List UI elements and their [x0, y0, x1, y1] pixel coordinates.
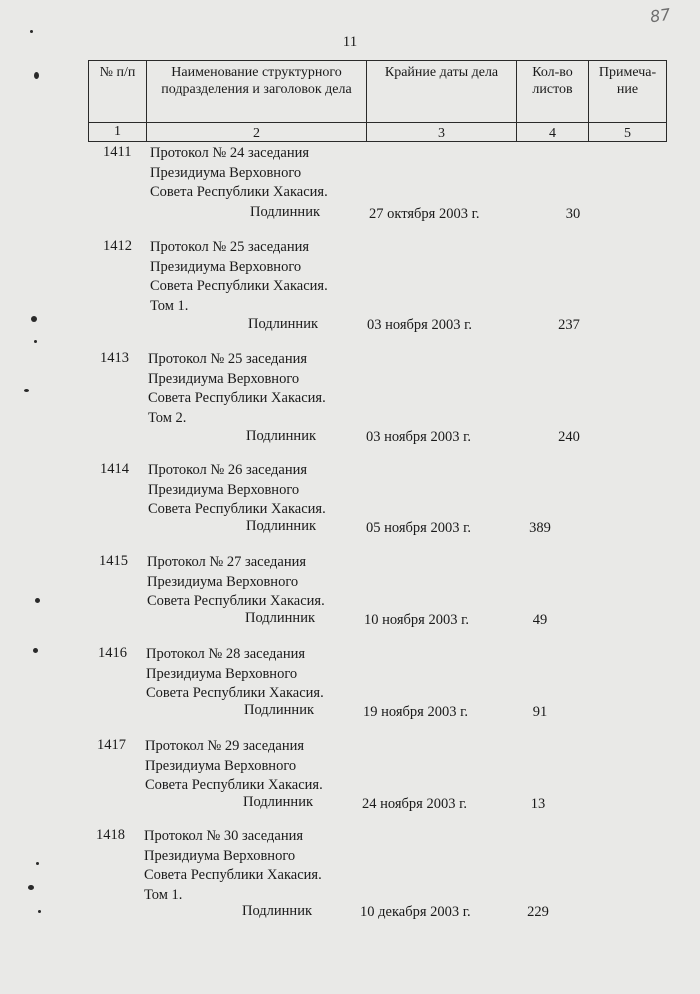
entry-date: 24 ноября 2003 г.	[362, 796, 468, 812]
header-sheets: Кол-во листов	[517, 61, 589, 123]
inventory-table-header	[88, 60, 667, 142]
header-col-number: 4	[517, 123, 589, 142]
scan-speck	[24, 389, 29, 392]
entry-title-line: Совета Республики Хакасия.	[150, 278, 328, 294]
entry-title-line: Совета Республики Хакасия.	[148, 501, 326, 517]
entry-original: Подлинник	[243, 794, 314, 810]
entry-title-line: Совета Республики Хакасия.	[146, 685, 324, 701]
entry-number: 1414	[100, 461, 129, 477]
scan-speck	[31, 316, 37, 322]
entry-number: 1415	[99, 553, 128, 569]
entry-title-line: Протокол № 27 заседания	[147, 554, 307, 570]
header-number: № п/п	[89, 61, 147, 123]
entry-original: Подлинник	[250, 204, 321, 220]
entry-title-line: Совета Республики Хакасия.	[148, 390, 326, 406]
entry-title-line: Том 2.	[148, 409, 187, 426]
entry-sheets: 30	[565, 206, 581, 222]
entry-title-line: Протокол № 26 заседания	[148, 462, 308, 478]
scan-speck	[36, 862, 39, 865]
entry-title-line: Президиума Верховного	[144, 847, 296, 864]
header-col-number: 2	[147, 123, 367, 142]
entry-original: Подлинник	[246, 518, 317, 534]
entry-title-line: Том 1.	[144, 886, 183, 903]
entry-title-line: Совета Республики Хакасия.	[144, 867, 322, 883]
entry-date: 03 ноября 2003 г.	[367, 317, 473, 333]
scan-speck	[34, 340, 37, 343]
entry-title-line: Протокол № 25 заседания	[150, 239, 310, 255]
entry-title	[145, 737, 323, 796]
entry-original: Подлинник	[245, 610, 316, 626]
handwritten-sheet-number: 87	[648, 4, 672, 27]
entry-title-line: Протокол № 25 заседания	[148, 351, 308, 367]
entry-sheets: 389	[529, 520, 551, 536]
page-number: 11	[342, 34, 358, 50]
entry-title	[150, 238, 328, 316]
scan-speck	[33, 648, 38, 653]
entry-original: Подлинник	[246, 428, 317, 444]
scan-speck	[34, 72, 39, 79]
entry-title-line: Совета Республики Хакасия.	[147, 593, 325, 609]
entry-sheets: 49	[532, 612, 548, 628]
entry-sheets: 229	[527, 904, 549, 920]
header-dates: Крайние даты дела	[367, 61, 517, 123]
entry-sheets: 13	[530, 796, 546, 812]
entry-title-line: Протокол № 30 заседания	[144, 828, 304, 844]
entry-title-line: Президиума Верховного	[150, 164, 302, 181]
entry-original: Подлинник	[242, 903, 313, 919]
entry-title	[147, 553, 325, 612]
header-col-number: 3	[367, 123, 517, 142]
entry-date: 05 ноября 2003 г.	[366, 520, 472, 536]
entry-title-line: Совета Республики Хакасия.	[150, 184, 328, 200]
entry-title	[146, 645, 324, 704]
header-title: Наименование структурного подразделения и заголовок дела	[147, 61, 367, 123]
entry-date: 19 ноября 2003 г.	[363, 704, 469, 720]
entry-title-line: Протокол № 24 заседания	[150, 145, 310, 161]
entry-number: 1412	[103, 238, 132, 254]
header-notes: Примеча-ние	[589, 61, 667, 123]
entry-sheets: 240	[558, 429, 580, 445]
entry-title-line: Совета Республики Хакасия.	[145, 777, 323, 793]
entry-number: 1416	[98, 645, 127, 661]
entry-number: 1411	[103, 144, 132, 160]
entry-number: 1418	[96, 827, 125, 843]
entry-original: Подлинник	[248, 316, 319, 332]
entry-date: 27 октября 2003 г.	[369, 206, 480, 222]
entry-date: 10 ноября 2003 г.	[364, 612, 470, 628]
scan-speck	[30, 30, 33, 33]
entry-title-line: Президиума Верховного	[148, 370, 300, 387]
entry-date: 03 ноября 2003 г.	[366, 429, 472, 445]
entry-title-line: Протокол № 29 заседания	[145, 738, 305, 754]
entry-date: 10 декабря 2003 г.	[360, 904, 471, 920]
entry-number: 1417	[97, 737, 126, 753]
entry-sheets: 91	[532, 704, 548, 720]
scan-speck	[28, 885, 34, 890]
scan-speck	[35, 598, 40, 603]
entry-title-line: Президиума Верховного	[147, 573, 299, 590]
entry-title-line: Президиума Верховного	[150, 258, 302, 275]
entry-original: Подлинник	[244, 702, 315, 718]
entry-number: 1413	[100, 350, 129, 366]
entry-title	[148, 350, 326, 428]
entry-title-line: Том 1.	[150, 297, 189, 314]
entry-title-line: Президиума Верховного	[145, 757, 297, 774]
entry-title-line: Протокол № 28 заседания	[146, 646, 306, 662]
entry-title	[148, 461, 326, 520]
entry-title	[150, 144, 328, 203]
entry-title-line: Президиума Верховного	[148, 481, 300, 498]
entry-sheets: 237	[558, 317, 580, 333]
entry-title	[144, 827, 322, 905]
header-col-number: 1	[89, 123, 147, 142]
header-col-number: 5	[589, 123, 667, 142]
scan-speck	[38, 910, 41, 913]
entry-title-line: Президиума Верховного	[146, 665, 298, 682]
